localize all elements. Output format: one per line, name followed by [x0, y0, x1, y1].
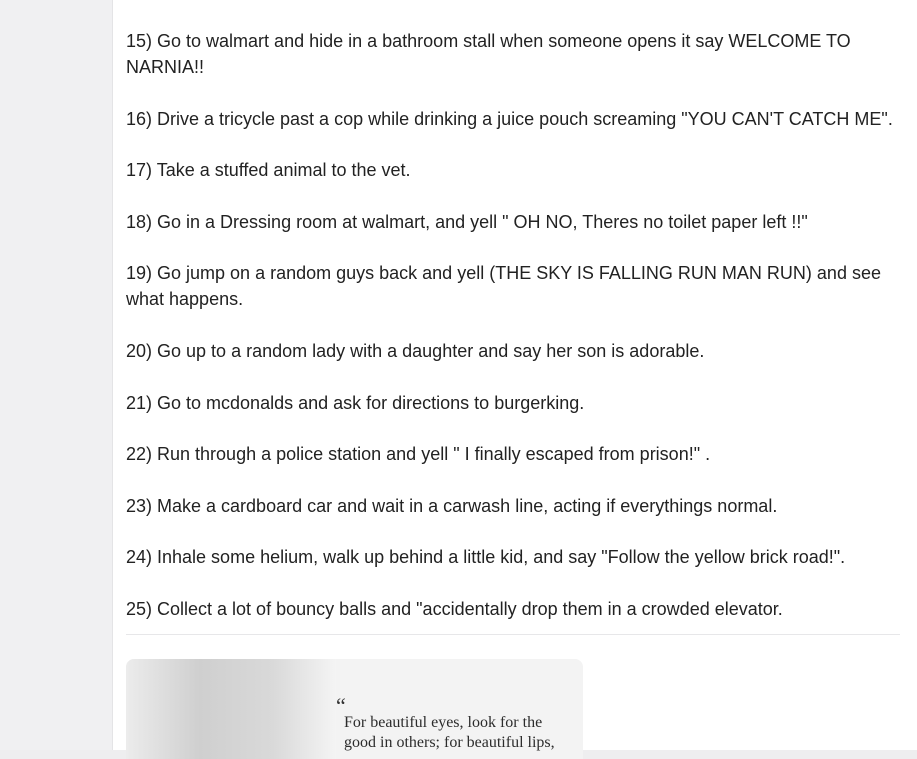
list-item: 17) Take a stuffed animal to the vet. — [126, 160, 411, 181]
section-divider — [126, 634, 900, 635]
left-gutter — [0, 0, 112, 750]
quote-mark: “ — [336, 693, 346, 718]
list-item: 18) Go in a Dressing room at walmart, and yell " OH NO, Theres no toilet paper left !!" — [126, 211, 808, 232]
prank-list — [126, 28, 906, 648]
list-item: 25) Collect a lot of bouncy balls and "accidentally drop them in a crowded elevator. — [126, 598, 783, 619]
list-item: 22) Run through a police station and yell " I finally escaped from prison!" . — [126, 444, 711, 465]
list-item: 19) Go jump on a random guys back and yell (THE SKY IS FALLING RUN MAN RUN) and see what happens. — [126, 263, 881, 310]
list-item: 21) Go to mcdonalds and ask for directions to burgerking. — [126, 392, 585, 413]
list-item: 23) Make a cardboard car and wait in a carwash line, acting if everythings normal. — [126, 495, 778, 516]
list-item: 15) Go to walmart and hide in a bathroom stall when someone opens it say WELCOME TO NARNIA!! — [126, 31, 851, 77]
quote-image[interactable] — [126, 659, 583, 759]
post-content — [112, 0, 917, 750]
list-item: 20) Go up to a random lady with a daughter and say her son is adorable. — [126, 340, 705, 361]
quote-text: For beautiful eyes, look for the good in others; for beautiful lips, — [344, 714, 555, 751]
portrait-photo — [126, 659, 336, 759]
list-item: 16) Drive a tricycle past a cop while drinking a juice pouch screaming "YOU CAN'T CATCH ME". — [126, 108, 893, 129]
list-item: 24) Inhale some helium, walk up behind a little kid, and say "Follow the yellow brick road!". — [126, 547, 846, 568]
